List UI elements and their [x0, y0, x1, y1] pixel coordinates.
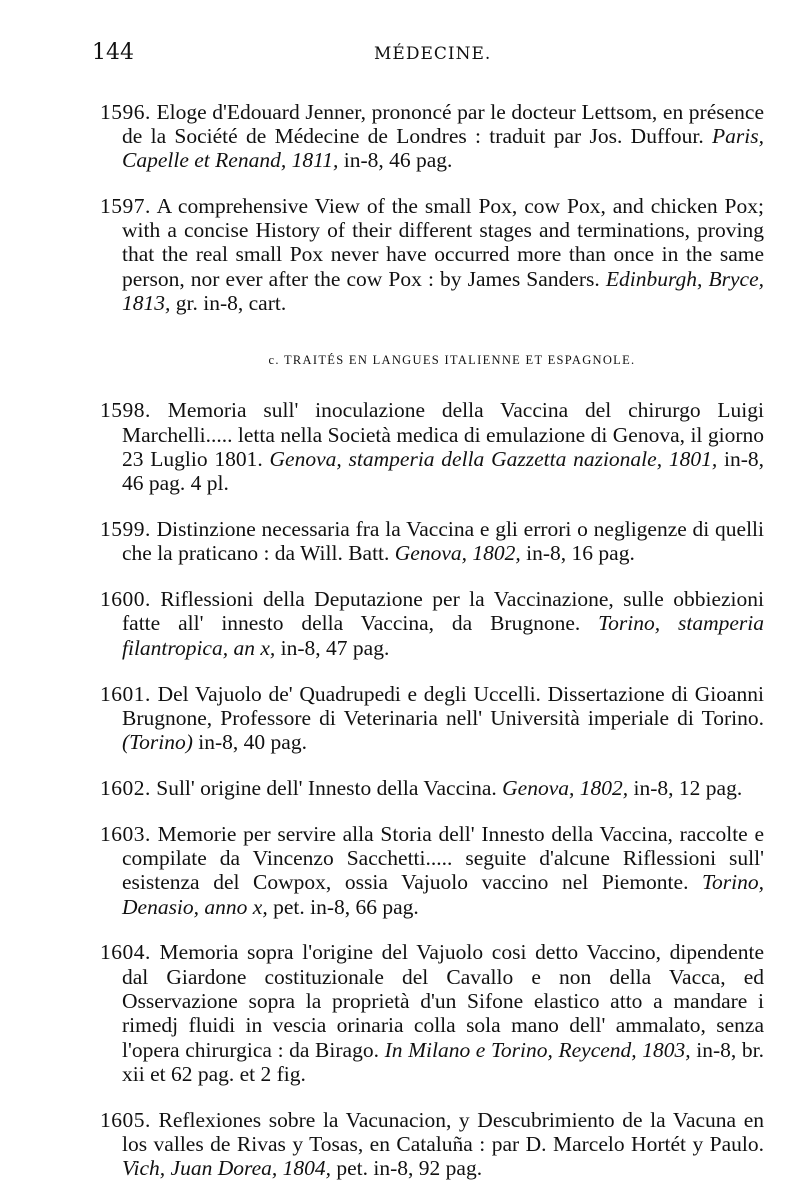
- entry-text: Memoria sull' inoculazione della Vaccina del chirurgo Luigi Marchelli..... letta nella Società medica di emulazione di Genova, il giorno 23 Luglio 1801.: [122, 398, 765, 471]
- entry-format: pet. in-8, 66 pag.: [273, 894, 419, 919]
- entry-number: 1603.: [100, 821, 151, 846]
- entry-1603: [100, 822, 764, 919]
- entry-publisher: Torino, stamperia filantropica, an x,: [122, 611, 764, 660]
- entry-publisher: Vich, Juan Dorea, 1804,: [122, 1156, 331, 1181]
- entry-publisher: Genova, stamperia della Gazzetta nazionale, 1801,: [269, 446, 718, 471]
- entry-format: in-8, 16 pag.: [526, 541, 635, 566]
- entry-format: in-8, 40 pag.: [198, 730, 307, 755]
- entry-text: Sull' origine dell' Innesto della Vaccina.: [156, 775, 497, 800]
- entry-number: 1596.: [100, 99, 151, 124]
- entry-number: 1605.: [100, 1107, 151, 1132]
- entry-format: in-8, 47 pag.: [280, 635, 390, 660]
- entry-format: in-8, br. xii et 62 pag. et 2 fig.: [122, 1037, 764, 1086]
- page-header: [92, 40, 760, 70]
- entry-publisher: Edinburgh, Bryce, 1813,: [122, 266, 764, 316]
- entry-format: pet. in-8, 92 pag.: [336, 1156, 483, 1181]
- entry-number: 1598.: [100, 398, 151, 423]
- entry-format: in-8, 12 pag.: [633, 775, 743, 800]
- bibliography-entries: [100, 78, 764, 1185]
- entry-text: A comprehensive View of the small Pox, cow Pox, and chicken Pox; with a concise History of their different stages and terminations, proving that the real small Pox never have occurred more than once in the same person, nor ever after the cow Pox : by James Sanders.: [122, 193, 764, 291]
- entry-publisher: In Milano e Torino, Reycend, 1803,: [384, 1037, 691, 1062]
- entry-publisher: (Torino): [122, 730, 193, 755]
- entry-number: 1601.: [100, 681, 151, 706]
- entry-format: in-8, 46 pag.: [343, 148, 453, 173]
- entry-1596: [100, 100, 764, 173]
- entry-text: Reflexiones sobre la Vacunacion, y Descubrimiento de la Vacuna en los valles de Rivas y Tosas, en Cataluña : par D. Marcelo Hortét y Paulo.: [122, 1107, 764, 1156]
- entry-1597: [100, 194, 764, 315]
- entry-text: Eloge d'Edouard Jenner, prononcé par le docteur Lettsom, en présence de la Société de Médecine de Londres : traduit par Jos. Duffour.: [122, 99, 765, 148]
- entry-format: gr. in-8, cart.: [175, 291, 287, 316]
- entry-number: 1604.: [100, 940, 151, 965]
- entry-1599: [100, 517, 764, 566]
- page-number: 144: [92, 40, 134, 65]
- entry-publisher: Paris, Capelle et Renand, 1811,: [122, 123, 765, 173]
- entry-publisher: Genova, 1802,: [502, 775, 629, 800]
- entry-publisher: Genova, 1802,: [394, 541, 521, 566]
- entry-text: Del Vajuolo de' Quadrupedi e degli Uccelli. Dissertazione di Gioanni Brugnone, Professore di Veterinaria nell' Università imperiale di Torino.: [122, 681, 765, 730]
- entry-1602: [100, 776, 764, 800]
- entry-publisher: Torino, Denasio, anno x,: [122, 870, 764, 919]
- entry-1604: [100, 940, 764, 1086]
- entry-number: 1600.: [100, 587, 151, 612]
- entry-number: 1597.: [100, 193, 151, 218]
- entry-number: 1599.: [100, 517, 151, 542]
- entry-text: Distinzione necessaria fra la Vaccina e gli errori o negligenze di quelli che la praticano : da Will. Batt.: [122, 517, 764, 566]
- running-title: MÉDECINE.: [374, 44, 492, 64]
- entry-format: in-8, 46 pag. 4 pl.: [122, 446, 765, 496]
- entry-1601: [100, 682, 764, 755]
- entry-1598: [100, 398, 764, 495]
- entry-1605: [100, 1108, 764, 1181]
- section-title: c. TRAITÉS EN LANGUES ITALIENNE ET ESPAGNOLE.: [268, 353, 636, 368]
- entry-text: Memoria sopra l'origine del Vajuolo cosi detto Vaccino, dipendente dal Giardone costituzionale del Cavallo e non della Vacca, ed Osservazione sopra la proprietà d'un Sifone elastico atto a mandare i rimedj fluidi in vescia orinaria colla sola mano dell' ammalato, senza l'opera chirurgica : da Birago.: [122, 940, 764, 1062]
- entry-text: Riflessioni della Deputazione per la Vaccinazione, sulle obbiezioni fatte all' innesto della Vaccina, da Brugnone.: [122, 587, 764, 636]
- entry-number: 1602.: [100, 775, 151, 800]
- entry-1600: [100, 587, 764, 660]
- entry-text: Memorie per servire alla Storia dell' Innesto della Vaccina, raccolte e compilate da Vincenzo Sacchetti..... seguite d'alcune Riflessioni sull' esistenza del Cowpox, ossia Vajuolo vaccino nel Piemonte.: [122, 821, 764, 895]
